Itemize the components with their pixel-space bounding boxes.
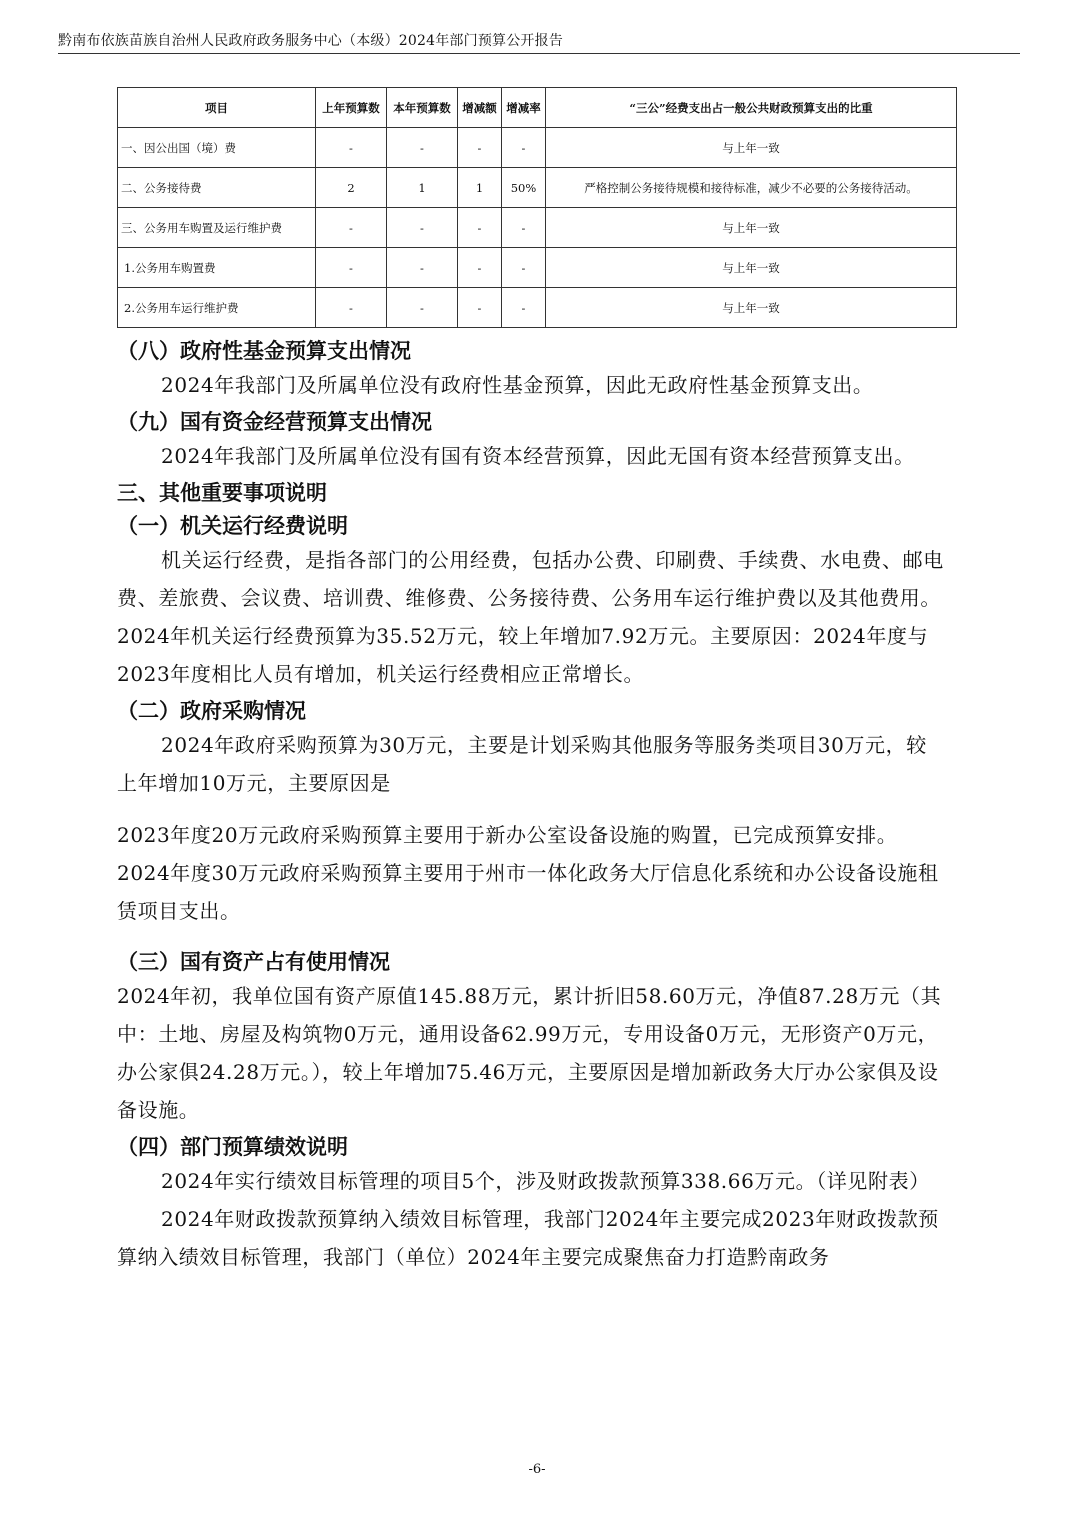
cell-note: 与上年一致 [546, 208, 957, 248]
cell-rate: - [502, 208, 546, 248]
document-body [117, 333, 947, 1276]
cell-item: 三、公务用车购置及运行维护费 [118, 208, 316, 248]
section-heading-3-4: （四）部门预算绩效说明 [117, 1135, 348, 1159]
header-divider [58, 53, 1020, 54]
paragraph: 机关运行经费，是指各部门的公用经费，包括办公费、印刷费、手续费、水电费、邮电费、差旅费、会议费、培训费、维修费、公务接待费、公务用车运行维护费以及其他费用。2024年机关运行经费预算为35.52万元，较上年增加7.92万元。主要原因：2024年度与2023年度相比人员有增加，机关运行经费相应正常增长。 [117, 548, 944, 686]
cell-prev: - [316, 128, 387, 168]
page-header: 黔南布依族苗族自治州人民政府政务服务中心（本级）2024年部门预算公开报告 [58, 33, 564, 49]
cell-rate: 50% [502, 168, 546, 208]
cell-item: 二、公务接待费 [118, 168, 316, 208]
table-row [118, 128, 957, 168]
cell-note: 与上年一致 [546, 128, 957, 168]
cell-prev: 2 [316, 168, 387, 208]
cell-curr: - [387, 288, 458, 328]
col-header-note: “三公”经费支出占一般公共财政预算支出的比重 [546, 88, 957, 128]
cell-note: 与上年一致 [546, 288, 957, 328]
cell-prev: - [316, 248, 387, 288]
table-row [118, 168, 957, 208]
cell-item: 2.公务用车运行维护费 [118, 288, 316, 328]
paragraph: 2024年我部门及所属单位没有国有资本经营预算，因此无国有资本经营预算支出。 [161, 444, 915, 468]
section-heading-3-2: （二）政府采购情况 [117, 699, 306, 723]
section-heading-9: （九）国有资金经营预算支出情况 [117, 410, 432, 434]
paragraph: 2024年政府采购预算为30万元，主要是计划采购其他服务等服务类项目30万元，较上年增加10万元，主要原因是 [117, 733, 927, 795]
table-row [118, 288, 957, 328]
spacer [117, 930, 947, 944]
cell-curr: - [387, 248, 458, 288]
cell-change: - [458, 288, 502, 328]
col-header-curr-budget: 本年预算数 [387, 88, 458, 128]
cell-note: 与上年一致 [546, 248, 957, 288]
part-heading-3: 三、其他重要事项说明 [117, 481, 327, 505]
col-header-change: 增减额 [458, 88, 502, 128]
cell-change: - [458, 128, 502, 168]
cell-curr: - [387, 208, 458, 248]
cell-prev: - [316, 208, 387, 248]
cell-item: 1.公务用车购置费 [118, 248, 316, 288]
cell-rate: - [502, 128, 546, 168]
table-header-row [118, 88, 957, 128]
paragraph: 2024年财政拨款预算纳入绩效目标管理，我部门2024年主要完成2023年财政拨款预算纳入绩效目标管理，我部门（单位）2024年主要完成聚焦奋力打造黔南政务 [117, 1207, 939, 1269]
section-heading-3-3: （三）国有资产占有使用情况 [117, 950, 390, 974]
cell-curr: - [387, 128, 458, 168]
cell-note: 严格控制公务接待规模和接待标准，减少不必要的公务接待活动。 [546, 168, 957, 208]
spacer [117, 802, 947, 816]
cell-item: 一、因公出国（境）费 [118, 128, 316, 168]
cell-prev: - [316, 288, 387, 328]
col-header-item: 项目 [118, 88, 316, 128]
paragraph: 2024年我部门及所属单位没有政府性基金预算，因此无政府性基金预算支出。 [161, 373, 874, 397]
cell-curr: 1 [387, 168, 458, 208]
section-heading-3-1: （一）机关运行经费说明 [117, 514, 348, 538]
col-header-prev-budget: 上年预算数 [316, 88, 387, 128]
paragraph: 2023年度20万元政府采购预算主要用于新办公室设备设施的购置，已完成预算安排。2024年度30万元政府采购预算主要用于州市一体化政务大厅信息化系统和办公设备设施租赁项目支出。 [117, 823, 939, 923]
col-header-rate: 增减率 [502, 88, 546, 128]
page-number: -6- [528, 1462, 546, 1477]
three-public-expense-table [117, 87, 957, 328]
paragraph: 2024年初，我单位国有资产原值145.88万元，累计折旧58.60万元，净值87.28万元（其中：土地、房屋及构筑物0万元，通用设备62.99万元，专用设备0万元，无形资产0万元，办公家俱24.28万元。），较上年增加75.46万元，主要原因是增加新政务大厅办公家俱及设备设施。 [117, 984, 942, 1122]
cell-change: 1 [458, 168, 502, 208]
cell-change: - [458, 208, 502, 248]
cell-rate: - [502, 288, 546, 328]
section-heading-8: （八）政府性基金预算支出情况 [117, 339, 411, 363]
paragraph: 2024年实行绩效目标管理的项目5个，涉及财政拨款预算338.66万元。（详见附表） [161, 1169, 930, 1193]
cell-change: - [458, 248, 502, 288]
table-row [118, 248, 957, 288]
table-row [118, 208, 957, 248]
cell-rate: - [502, 248, 546, 288]
